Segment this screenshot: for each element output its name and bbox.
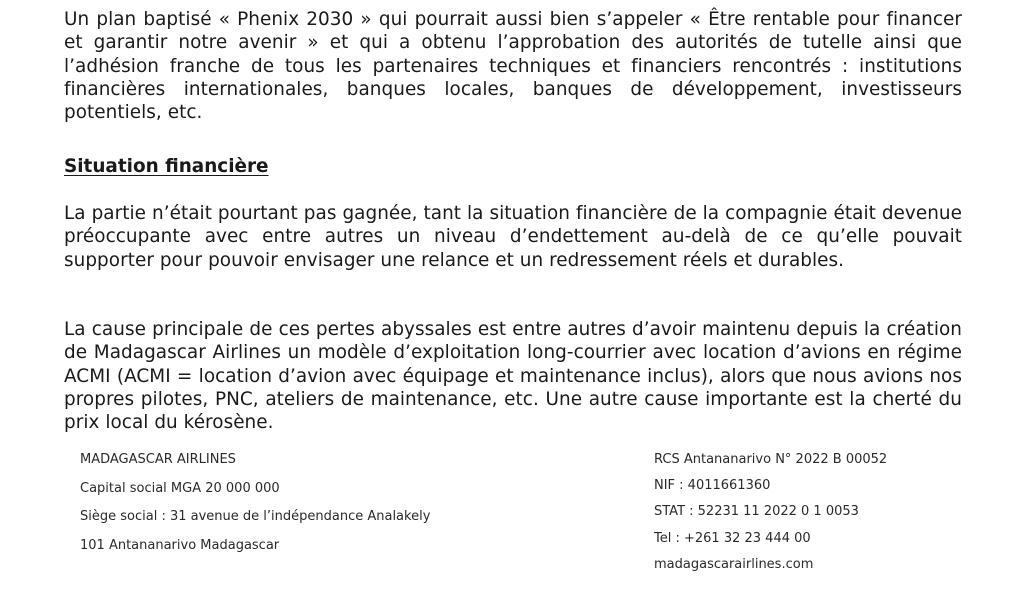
footer-capital: Capital social MGA 20 000 000: [80, 480, 280, 496]
footer-head-office: Siège social : 31 avenue de l’indépendance Analakely: [80, 509, 431, 525]
footer-stat: STAT : 52231 11 2022 0 1 0053: [654, 504, 859, 520]
footer-city: 101 Antananarivo Madagascar: [80, 538, 280, 554]
paragraph-financial-situation: La partie n’était pourtant pas gagnée, tant la situation financière de la compagnie était devenue préoccupante avec entre autres un niveau d’endettement au-delà de ce qu’elle pouvait supporter pour pouvoir envisager une relance et un redressement réels et durables.: [64, 203, 962, 271]
section-heading-situation-financiere: Situation financière: [64, 156, 269, 177]
footer-company-name: MADAGASCAR AIRLINES: [80, 452, 236, 467]
paragraph-phenix-plan: Un plan baptisé « Phenix 2030 » qui pourrait aussi bien s’appeler « Être rentable pour financer et garantir notre avenir » et qui a obtenu l’approbation des autorités de tutelle ainsi que l’adhésion franche de tous les partenaires techniques et financiers rencontrés : institutions financières internationales, banques locales, banques de développement, investisseurs potentiels, etc.: [64, 9, 962, 124]
footer-phone: Tel : +261 32 23 444 00: [654, 530, 811, 546]
footer-registration-info: [654, 450, 887, 581]
footer-nif: NIF : 4011661360: [654, 478, 771, 494]
footer-rcs: RCS Antananarivo N° 2022 B 00052: [654, 452, 888, 467]
footer-website: madagascarairlines.com: [654, 556, 814, 572]
footer-company-info: [80, 450, 430, 565]
paragraph-main-cause: La cause principale de ces pertes abyssales est entre autres d’avoir maintenu depuis la création de Madagascar Airlines un modèle d’exploitation long-courrier avec location d’avions en régime ACMI (ACMI = location d’avion avec équipage et maintenance inclus), alors que nous avions nos propres pilotes, PNC, ateliers de maintenance, etc. Une autre cause importante est la cherté du prix local du kérosène.: [64, 319, 962, 434]
